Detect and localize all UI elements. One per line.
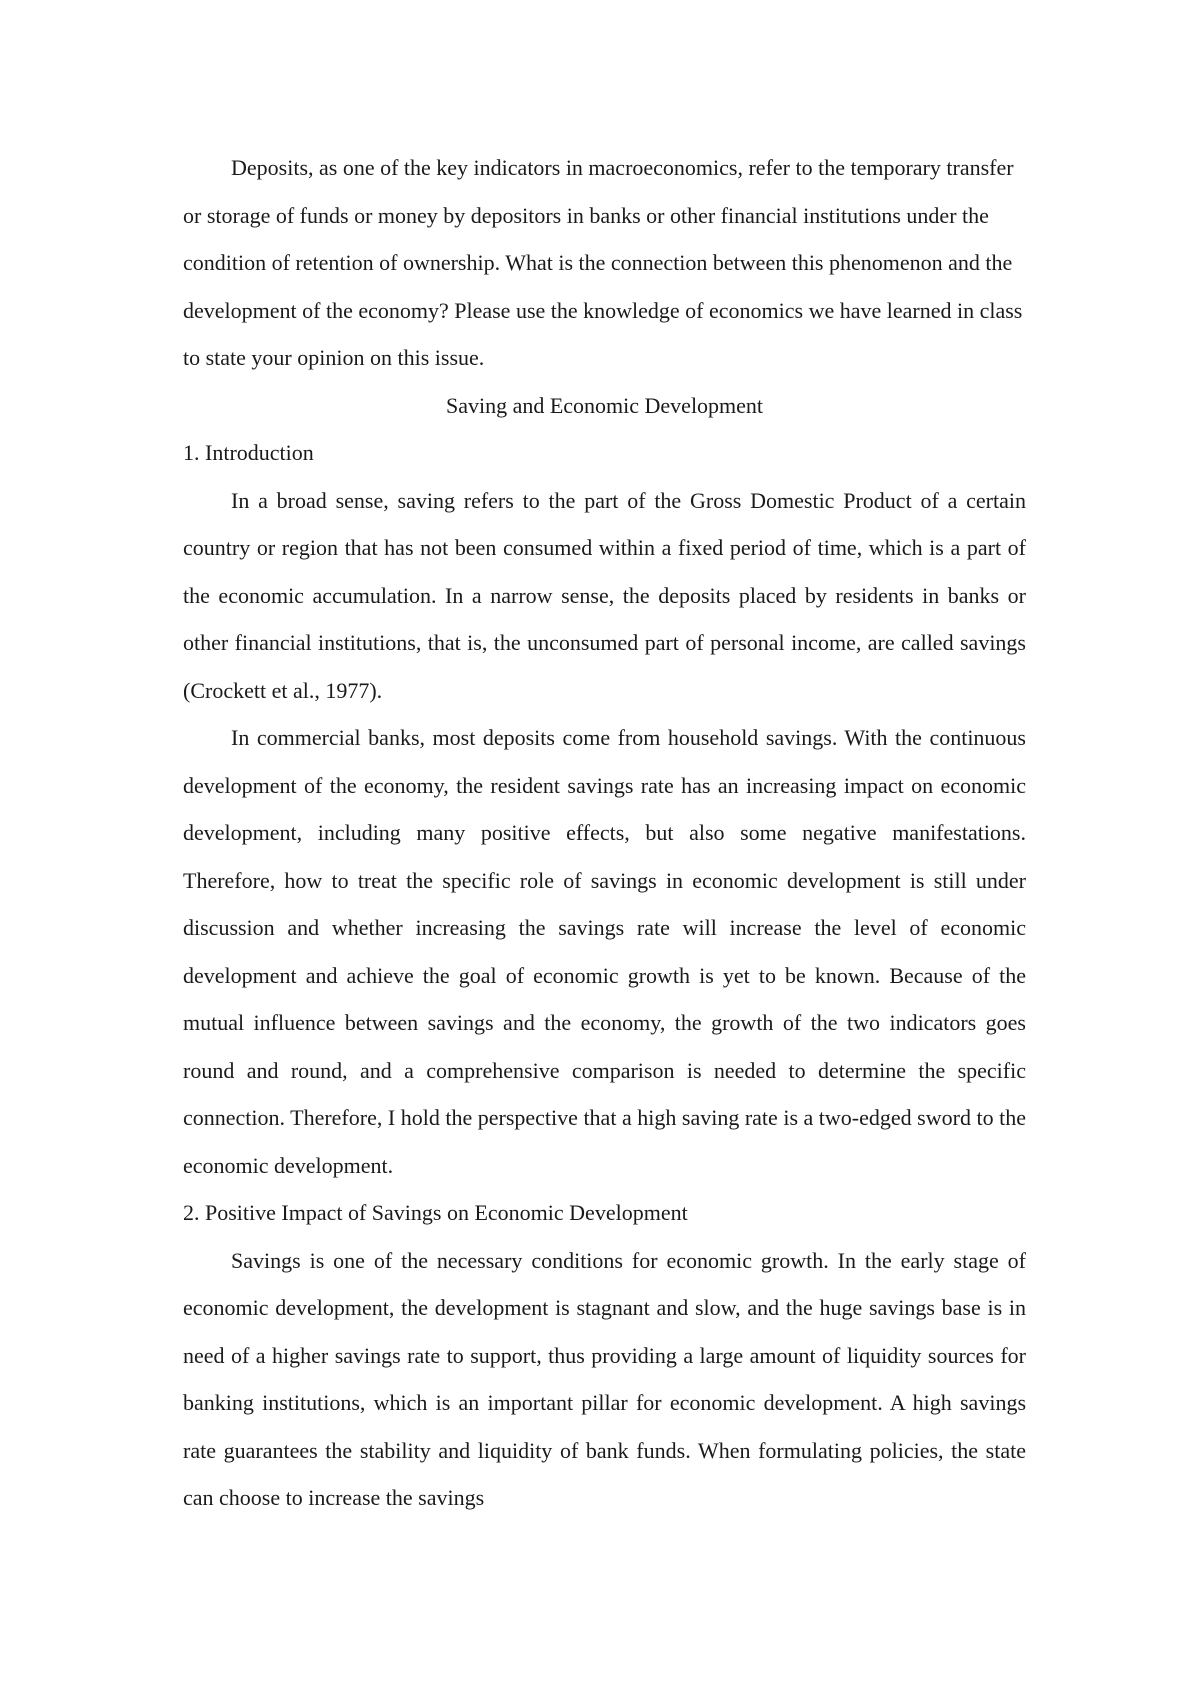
body-paragraph: Savings is one of the necessary conditions for economic growth. In the early stage of economic development, the development is stagnant and slow, and the huge savings base is in need of a higher savings rate to support, thus providing a large amount of liquidity sources for banking institutions, which is an important pillar for economic development. A high savings rate guarantees the stability and liquidity of bank funds. When formulating policies, the state can choose to increase the savings [183, 1247, 1026, 1510]
section-heading-positive-impact: 2. Positive Impact of Savings on Economic Development [183, 1200, 688, 1225]
body-paragraph: In commercial banks, most deposits come from household savings. With the continuous development of the economy, the resident savings rate has an increasing impact on economic development, including many positive effects, but also some negative manifestations. Therefore, how to treat the specific role of savings in economic development is still under discussion and whether increasing the savings rate will increase the level of economic development and achieve the goal of economic growth is yet to be known. Because of the mutual influence between savings and the economy, the growth of the two indicators goes round and round, and a comprehensive comparison is needed to determine the specific connection. Therefore, I hold the perspective that a high saving rate is a two-edged sword to the economic development. [183, 725, 1026, 1178]
body-paragraph: In a broad sense, saving refers to the part of the Gross Domestic Product of a certain country or region that has not been consumed within a fixed period of time, which is a part of the economic accumulation. In a narrow sense, the deposits placed by residents in banks or other financial institutions, that is, the unconsumed part of personal income, are called savings (Crockett et al., 1977). [183, 487, 1026, 703]
document-title: Saving and Economic Development [445, 392, 764, 418]
document-page [183, 144, 1026, 1522]
section-heading-introduction: 1. Introduction [183, 440, 314, 465]
prompt-paragraph: Deposits, as one of the key indicators in macroeconomics, refer to the temporary transfer or storage of funds or money by depositors in banks or other financial institutions under the condition of retention of ownership. What is the connection between this phenomenon and the development of the economy? Please use the knowledge of economics we have learned in class to state your opinion on this issue. [183, 155, 1023, 370]
